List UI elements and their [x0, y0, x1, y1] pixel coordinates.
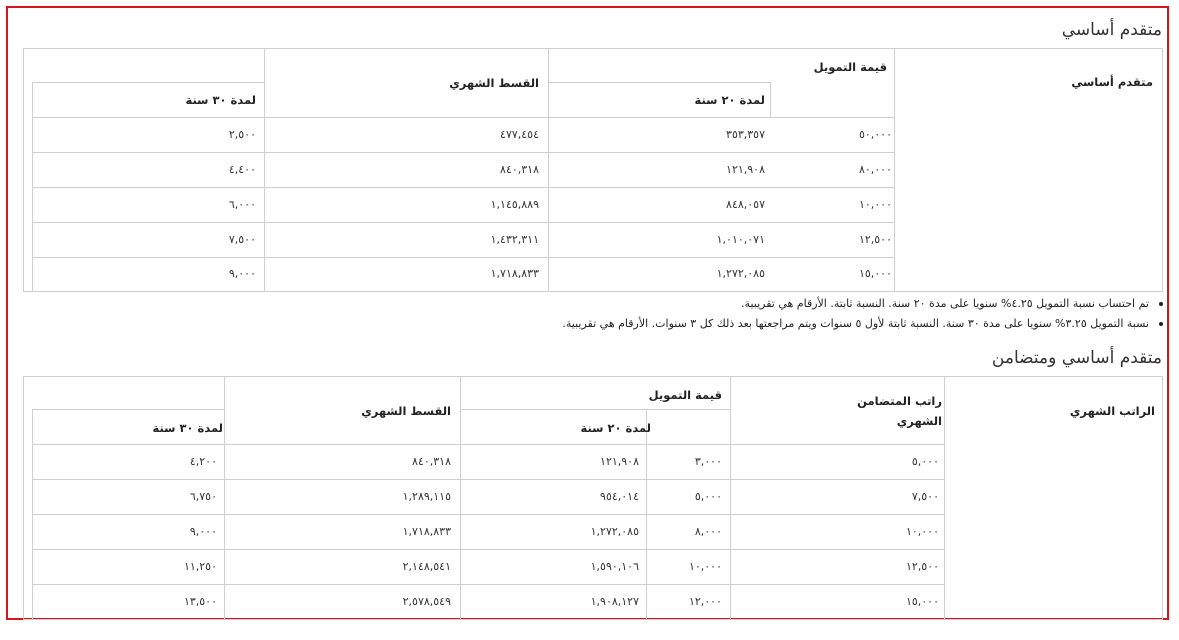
cell-amount: ٥٠,٠٠٠	[858, 128, 892, 141]
cell-installment: ١,٧١٨,٨٣٣	[402, 525, 451, 538]
cell-20y: ١,٩٠٨,١٢٧	[590, 595, 639, 608]
cell-30y: ٢,٥٠٠	[228, 128, 256, 141]
cell-salary: ٧,٥٠٠	[911, 490, 939, 503]
cell-cosigner: ٣,٠٠٠	[694, 455, 722, 468]
cell-20y: ١,٥٩٠,١٠٦	[590, 560, 639, 573]
note-item: نسبة التمويل ٣.٢٥% سنويا على مدة ٣٠ سنة. النسبة ثابتة لأول ٥ سنوات ويتم مراجعتها بعد ذلك كل ٣ سنوات. الأرقام هي تقريبية.	[562, 317, 1163, 330]
section2-title: متقدم أساسي ومتضامن	[991, 348, 1162, 368]
cell-20y: ٨٤٨,٠٥٧	[726, 198, 765, 211]
cell-20y: ١٢١,٩٠٨	[600, 455, 639, 468]
section1-table	[23, 48, 1163, 292]
cell-amount: ١٢,٥٠٠	[858, 233, 892, 246]
section1-row-header: متقدم أساسي	[1071, 75, 1153, 89]
cell-cosigner: ٥,٠٠٠	[694, 490, 722, 503]
cell-installment: ١,٧١٨,٨٣٣	[490, 267, 539, 280]
section1-installment-header: القسط الشهري	[449, 76, 539, 90]
cell-20y: ٣٥٣,٣٥٧	[726, 128, 765, 141]
cell-amount: ١٠,٠٠٠	[858, 198, 892, 211]
section1-col-30: لمدة ٣٠ سنة	[185, 93, 256, 107]
cell-installment: ٤٧٧,٤٥٤	[500, 128, 539, 141]
section1-title: متقدم أساسي	[1061, 20, 1162, 40]
cell-amount: ١٥,٠٠٠	[858, 267, 892, 280]
section2-financing-header: قيمة التمويل	[648, 388, 722, 402]
cell-installment: ١,٢٨٩,١١٥	[402, 490, 451, 503]
cell-installment: ٨٤٠,٣١٨	[500, 163, 539, 176]
cell-30y: ١٣,٥٠٠	[183, 595, 217, 608]
cell-20y: ١,٢٧٢,٠٨٥	[590, 525, 639, 538]
section2-installment-header: القسط الشهري	[361, 404, 451, 418]
cell-30y: ٤,٢٠٠	[189, 455, 217, 468]
cell-salary: ٥,٠٠٠	[911, 455, 939, 468]
section2-cosigner-header-line2: الشهري	[896, 414, 942, 428]
cell-20y: ١,٢٧٢,٠٨٥	[716, 267, 765, 280]
cell-installment: ٢,٥٧٨,٥٤٩	[402, 595, 451, 608]
cell-30y: ٧,٥٠٠	[228, 233, 256, 246]
cell-30y: ١١,٢٥٠	[183, 560, 217, 573]
section2-row-header: الراتب الشهري	[1069, 404, 1155, 418]
notes-list	[13, 297, 1163, 337]
cell-salary: ١٥,٠٠٠	[905, 595, 939, 608]
section2-col-30: لمدة ٣٠ سنة	[152, 421, 223, 435]
cell-30y: ٦,٠٠٠	[228, 198, 256, 211]
cell-installment: ٨٤٠,٣١٨	[412, 455, 451, 468]
cell-amount: ٨٠,٠٠٠	[858, 163, 892, 176]
cell-20y: ١,٠١٠,٠٧١	[716, 233, 765, 246]
cell-30y: ٩,٠٠٠	[228, 267, 256, 280]
cell-cosigner: ١٠,٠٠٠	[688, 560, 722, 573]
cell-installment: ٢,١٤٨,٥٤١	[402, 560, 451, 573]
cell-salary: ١٠,٠٠٠	[905, 525, 939, 538]
cell-cosigner: ٨,٠٠٠	[694, 525, 722, 538]
cell-30y: ٦,٧٥٠	[189, 490, 217, 503]
cell-20y: ٩٥٤,٠١٤	[600, 490, 639, 503]
cell-20y: ١٢١,٩٠٨	[726, 163, 765, 176]
section1-col-20: لمدة ٢٠ سنة	[694, 93, 765, 107]
cell-cosigner: ١٢,٠٠٠	[688, 595, 722, 608]
section1-financing-header: قيمة التمويل	[813, 60, 887, 74]
bullet-icon	[1159, 302, 1163, 306]
section2-col-20: لمدة ٢٠ سنة	[580, 421, 651, 435]
cell-30y: ٩,٠٠٠	[189, 525, 217, 538]
cell-30y: ٤,٤٠٠	[228, 163, 256, 176]
section2-cosigner-header: راتب المتضامن	[857, 394, 942, 408]
cell-installment: ١,١٤٥,٨٨٩	[490, 198, 539, 211]
cell-salary: ١٢,٥٠٠	[905, 560, 939, 573]
cell-installment: ١,٤٣٢,٣١١	[490, 233, 539, 246]
note-item: تم احتساب نسبة التمويل ٤.٢٥% سنويا على مدة ٢٠ سنة. النسبة ثابتة. الأرقام هي تقريبية.	[741, 297, 1163, 310]
bullet-icon	[1159, 322, 1163, 326]
